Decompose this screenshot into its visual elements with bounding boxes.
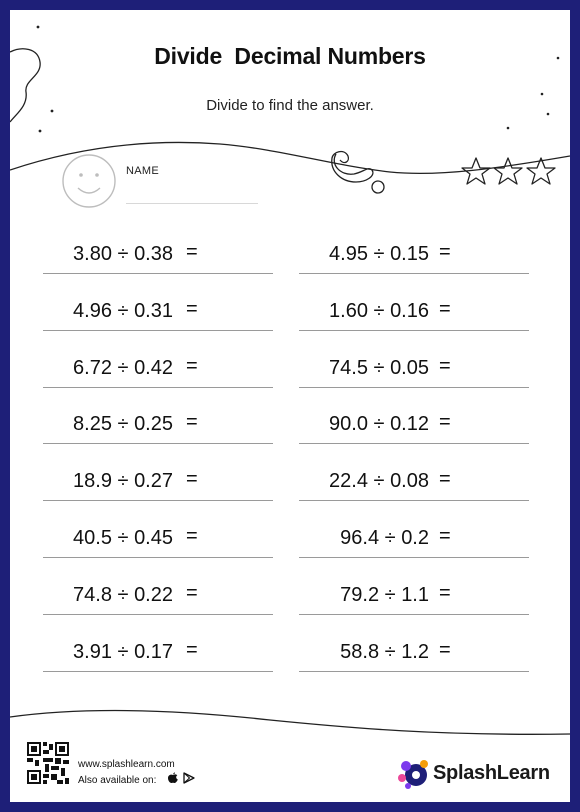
brand-name: SplashLearn: [433, 762, 550, 784]
worksheet-title: Divide Decimal Numbers: [154, 43, 426, 69]
equals-sign: =: [439, 241, 451, 263]
division-problem: 3.91 ÷ 0.17: [73, 640, 173, 663]
equals-sign: =: [186, 525, 198, 547]
problem-answer-line[interactable]: [43, 243, 273, 274]
qr-code: [27, 742, 69, 784]
problem-answer-line[interactable]: [43, 527, 273, 558]
equals-sign: =: [439, 297, 451, 320]
division-problem: 4.96 ÷ 0.31: [73, 299, 173, 322]
problem-answer-line[interactable]: [299, 581, 529, 615]
division-problem: 18.9 ÷ 0.27: [73, 470, 173, 493]
problem-answer-line[interactable]: [299, 354, 529, 388]
division-problem: 74.8 ÷ 0.22: [73, 583, 173, 606]
equals-sign: =: [439, 581, 451, 604]
worksheet-instructions: Divide to find the answer.: [206, 97, 374, 114]
play-store-icon: [184, 773, 194, 783]
problem-answer-line[interactable]: [299, 243, 529, 274]
equals-sign: =: [439, 468, 451, 491]
equals-sign: =: [186, 354, 198, 377]
problem-answer-line[interactable]: [43, 413, 273, 444]
division-problem: 74.5 ÷ 0.05: [329, 356, 429, 379]
division-problem: 96.4 ÷ 0.2: [340, 527, 429, 549]
division-problem: 40.5 ÷ 0.45: [73, 527, 173, 549]
worksheet-page: [10, 10, 570, 802]
division-problem: 6.72 ÷ 0.42: [73, 356, 173, 379]
problem-answer-line[interactable]: [43, 297, 273, 331]
equals-sign: =: [439, 411, 451, 434]
division-problem: 22.4 ÷ 0.08: [329, 470, 429, 493]
division-problem: 79.2 ÷ 1.1: [340, 583, 429, 606]
problem-answer-line[interactable]: [299, 413, 529, 444]
division-problem: 3.80 ÷ 0.38: [73, 243, 173, 265]
equals-sign: =: [439, 525, 451, 547]
division-problem: 4.95 ÷ 0.15: [329, 243, 429, 265]
division-problem: 90.0 ÷ 0.12: [329, 413, 429, 436]
problem-answer-line[interactable]: [299, 297, 529, 331]
problem-answer-line[interactable]: [299, 638, 529, 672]
store-icons: [167, 772, 197, 784]
problem-answer-line[interactable]: [43, 581, 273, 615]
division-problem: 1.60 ÷ 0.16: [329, 299, 429, 322]
equals-sign: =: [186, 411, 198, 434]
equals-sign: =: [186, 581, 198, 604]
smiley-face-icon: [63, 155, 115, 207]
equals-sign: =: [439, 638, 451, 661]
equals-sign: =: [186, 468, 198, 491]
division-problem: 8.25 ÷ 0.25: [73, 413, 173, 436]
problem-answer-line[interactable]: [43, 470, 273, 501]
equals-sign: =: [186, 241, 198, 263]
website-link[interactable]: www.splashlearn.com: [78, 759, 175, 770]
problem-answer-line[interactable]: [299, 527, 529, 558]
decorative-header-art: [10, 10, 570, 802]
apple-icon: [168, 772, 178, 783]
splashlearn-logo-icon: [396, 758, 430, 790]
division-problem: 58.8 ÷ 1.2: [340, 640, 429, 663]
rating-stars-icon: [462, 158, 555, 184]
name-field[interactable]: [126, 203, 258, 204]
equals-sign: =: [186, 638, 198, 661]
equals-sign: =: [439, 354, 451, 377]
problem-answer-line[interactable]: [43, 638, 273, 672]
problem-answer-line[interactable]: [299, 470, 529, 501]
name-label: NAME: [126, 165, 159, 177]
problem-answer-line[interactable]: [43, 354, 273, 388]
equals-sign: =: [186, 297, 198, 320]
available-on-label: Also available on:: [78, 775, 157, 786]
